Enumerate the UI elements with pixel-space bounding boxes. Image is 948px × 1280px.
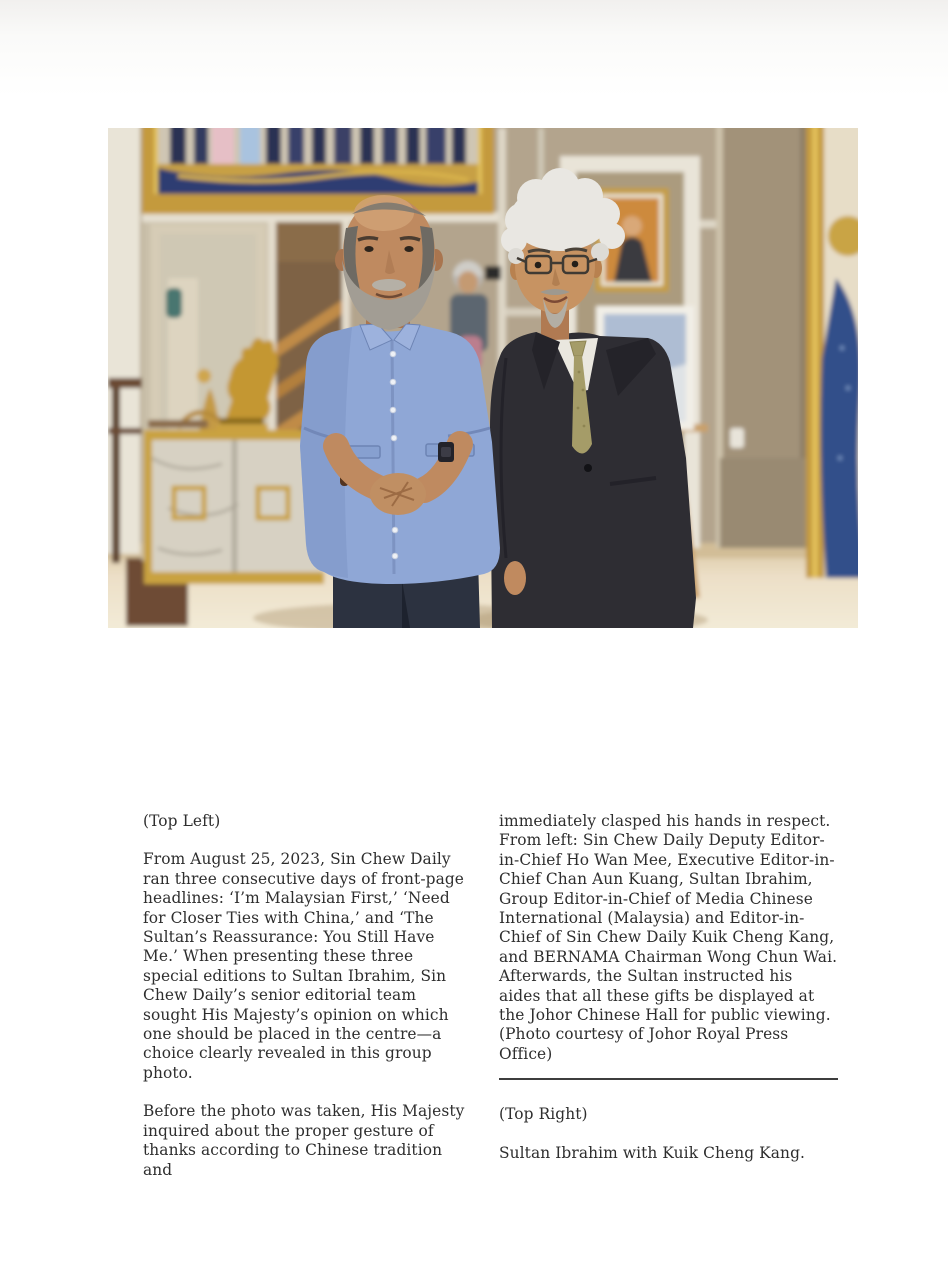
- caption-column-right: [499, 812, 838, 1180]
- palace-group-photo: [108, 128, 858, 628]
- right-hand: [504, 561, 526, 595]
- caption-heading-top-left: (Top Left): [143, 812, 221, 830]
- caption-divider: [499, 1078, 838, 1080]
- suit-button: [584, 464, 592, 472]
- wall-socket: [730, 428, 744, 448]
- mustache: [372, 279, 406, 291]
- caption-heading-top-right: (Top Right): [499, 1105, 588, 1124]
- royal-group-painting: [142, 128, 494, 214]
- right-pillar: [716, 128, 806, 548]
- wristwatch: [438, 442, 454, 462]
- page-top-shadow: [0, 0, 948, 96]
- caption-column-left: [143, 812, 473, 1180]
- caption-paragraph-3: immediately clasped his hands in respect. From left: Sin Chew Daily Deputy Editor-in-Chief Ho Wan Mee, Executive Editor-in-Chief Chan Aun Kuang, Sultan Ibrahim, Group Editor-in-Chief of Media Chinese International (Malaysia) and Editor-in-Chief of Sin Chew Daily Kuik Cheng Kang, and BERNAMA Chairman Wong Chun Wai. Afterwards, the Sultan instructed his aides that all these gifts be displayed at the Johor Chinese Hall for public viewing. (Photo courtesy of Johor Royal Press Office): [499, 812, 838, 1063]
- caption-text-top-right: Sultan Ibrahim with Kuik Cheng Kang.: [499, 1143, 806, 1162]
- right-gold-framed-painting: [806, 128, 858, 578]
- caption-paragraph-1: From August 25, 2023, Sin Chew Daily ran three consecutive days of front-page headlines: ‘I’m Malaysian First,’ ‘Need for Closer Ties with China,’ and ‘The Sultan’s Reassurance: You Still Have Me.’ When presenting these three special editions to Sultan Ibrahim, Sin Chew Daily’s senior editorial team sought His Majesty’s opinion on which one should be placed in the centre—a choice clearly revealed in this group photo.: [143, 850, 465, 1082]
- caption-paragraph-2: Before the photo was taken, His Majesty inquired about the proper gesture of thanks according to Chinese tradition and: [143, 1102, 465, 1179]
- caption-columns: [143, 812, 838, 1180]
- camera: [485, 266, 501, 280]
